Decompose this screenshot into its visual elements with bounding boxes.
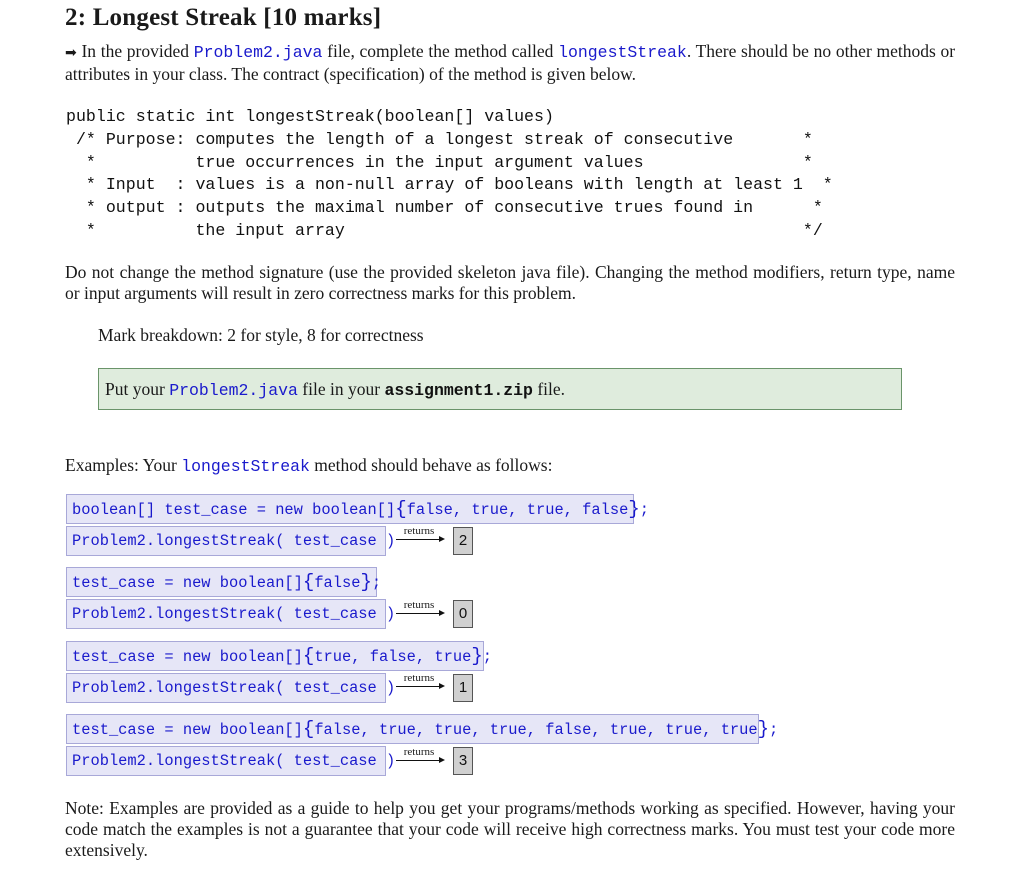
example-1-returns-arrow: returns	[394, 525, 444, 549]
example-2-result: 0	[453, 600, 473, 628]
right-arrow-icon	[396, 760, 440, 761]
problem-title: Longest Streak	[92, 4, 257, 31]
example-3-declaration: test_case = new boolean[]{true, false, true};	[66, 641, 484, 671]
code-line: * true occurrences in the input argument values *	[66, 152, 813, 172]
code-line: * Input : values is a non-null array of booleans with length at least 1 *	[66, 175, 833, 195]
example-2-declaration: test_case = new boolean[]{false};	[66, 567, 377, 597]
filename: Problem2.java	[193, 43, 323, 62]
example-3-result: 1	[453, 674, 473, 702]
intro-paragraph: ➡ In the provided Problem2.java file, complete the method called longestStreak. There should be no other methods or attributes in your class. The contract (specification) of the method is given below.	[65, 41, 956, 84]
example-4-returns-arrow: returns	[394, 746, 444, 770]
code-line: * the input array */	[66, 220, 823, 240]
code-line: * output : outputs the maximal number of consecutive trues found in *	[66, 198, 823, 218]
submission-box: Put your Problem2.java file in your assignment1.zip file.	[98, 368, 902, 410]
example-1-call: Problem2.longestStreak( test_case )	[66, 526, 386, 556]
example-2-call: Problem2.longestStreak( test_case )	[66, 599, 386, 629]
right-arrow-icon	[396, 539, 440, 540]
right-arrow-icon	[396, 686, 440, 687]
example-1-result: 2	[453, 527, 473, 555]
example-1-declaration: boolean[] test_case = new boolean[]{false, true, true, false};	[66, 494, 634, 524]
example-4-call: Problem2.longestStreak( test_case )	[66, 746, 386, 776]
problem-heading	[65, 4, 381, 32]
mark-breakdown: Mark breakdown: 2 for style, 8 for correctness	[98, 325, 424, 345]
example-2-returns-arrow: returns	[394, 599, 444, 623]
submit-filename: Problem2.java	[169, 381, 298, 400]
code-line: public static int longestStreak(boolean[] values)	[66, 107, 554, 126]
code-line: /* Purpose: computes the length of a longest streak of consecutive *	[66, 129, 813, 149]
note-paragraph: Note: Examples are provided as a guide to help you get your programs/methods working as specified. However, having your code match the examples is not a guarantee that your code will receive high correctness marks. You must test your code more extensively.	[65, 798, 955, 860]
example-3-returns-arrow: returns	[394, 672, 444, 696]
method-name: longestStreak	[181, 457, 310, 476]
examples-intro: Examples: Your longestStreak method should behave as follows:	[65, 455, 553, 476]
signature-warning: Do not change the method signature (use the provided skeleton java file). Changing the method modifiers, return type, name or input arguments will result in zero correctness marks for this problem.	[65, 262, 955, 303]
problem-number: 2:	[65, 4, 87, 31]
method-signature-code	[66, 106, 833, 243]
example-3-call: Problem2.longestStreak( test_case )	[66, 673, 386, 703]
zip-filename: assignment1.zip	[384, 381, 533, 400]
method-name: longestStreak	[558, 43, 687, 62]
right-arrow-icon: ➡	[65, 45, 77, 61]
example-4-result: 3	[453, 747, 473, 775]
example-4-declaration: test_case = new boolean[]{false, true, true, true, false, true, true, true};	[66, 714, 759, 744]
right-arrow-icon	[396, 613, 440, 614]
problem-marks: [10 marks]	[263, 4, 382, 31]
